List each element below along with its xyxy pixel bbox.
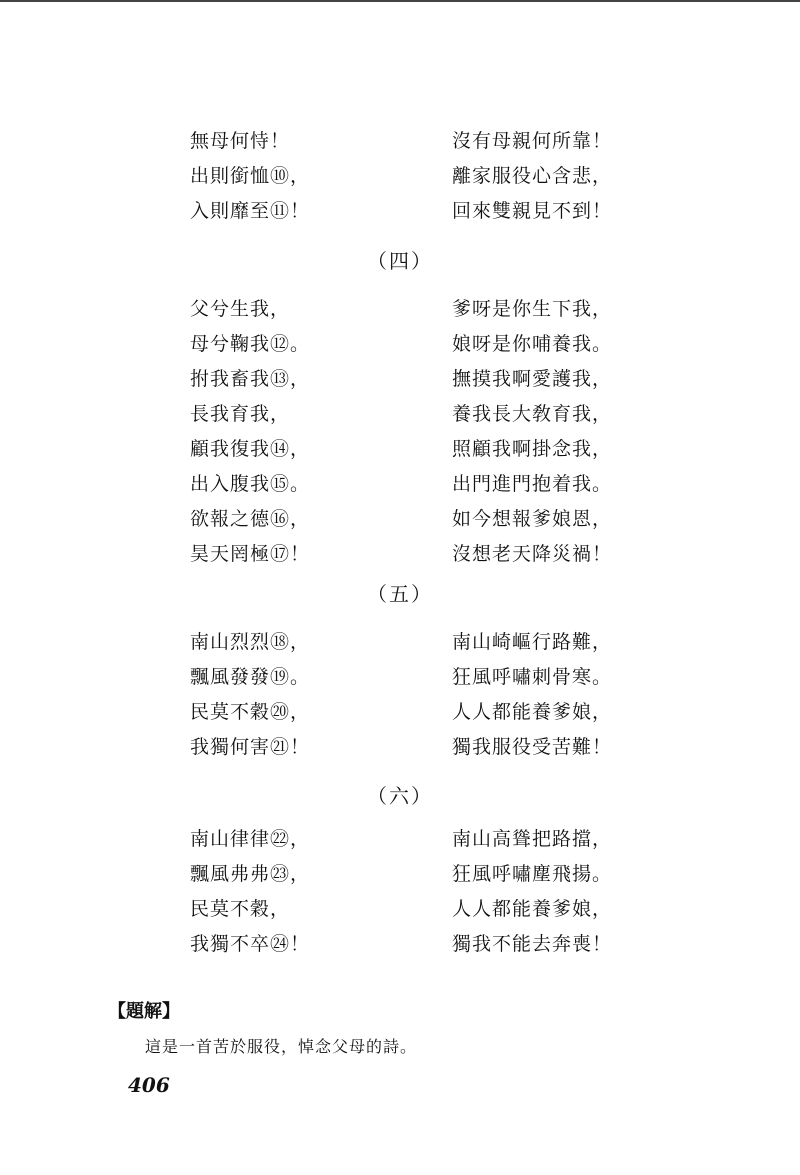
stanza-3-continued	[0, 128, 800, 233]
original-verse: 我獨不卒㉔！	[190, 933, 311, 955]
poem-line	[0, 401, 800, 436]
stanza-4	[0, 296, 800, 576]
poem-line	[0, 896, 800, 931]
original-verse: 拊我畜我⑬，	[190, 368, 311, 390]
translation-verse: 回來雙親見不到！	[452, 200, 613, 222]
translation-verse: 沒有母親何所靠！	[452, 130, 613, 152]
translation-verse: 獨我不能去奔喪！	[452, 933, 613, 955]
poem-line	[0, 734, 800, 769]
translation-verse: 出門進門抱着我。	[452, 473, 613, 495]
original-verse: 長我育我，	[190, 403, 291, 425]
original-verse: 飄風弗弗㉓，	[190, 863, 311, 885]
translation-verse: 獨我服役受苦難！	[452, 736, 613, 758]
poem-line	[0, 471, 800, 506]
translation-verse: 撫摸我啊愛護我，	[452, 368, 613, 390]
stanza-5	[0, 629, 800, 769]
translation-verse: 養我長大敎育我，	[452, 403, 613, 425]
poem-line	[0, 331, 800, 366]
original-verse: 顧我復我⑭，	[190, 438, 311, 460]
original-verse: 出入腹我⑮。	[190, 473, 311, 495]
poem-line	[0, 436, 800, 471]
poem-line	[0, 826, 800, 861]
note-text: 這是一首苦於服役，悼念父母的詩。	[145, 1037, 418, 1056]
stanza-heading: （六）	[367, 784, 433, 808]
poem-line	[0, 699, 800, 734]
translation-verse: 狂風呼嘯塵飛揚。	[452, 863, 613, 885]
translation-verse: 如今想報爹娘恩，	[452, 508, 613, 530]
poem-line	[0, 861, 800, 896]
translation-verse: 狂風呼嘯刺骨寒。	[452, 666, 613, 688]
poem-line	[0, 931, 800, 966]
poem-line	[0, 664, 800, 699]
translation-verse: 離家服役心含悲，	[452, 165, 613, 187]
poem-line	[0, 198, 800, 233]
poem-line	[0, 128, 800, 163]
original-verse: 欲報之德⑯，	[190, 508, 311, 530]
original-verse: 民莫不穀⑳，	[190, 701, 311, 723]
poem-line	[0, 296, 800, 331]
note-title: 【題解】	[108, 1001, 180, 1022]
original-verse: 無母何恃！	[190, 130, 291, 152]
original-verse: 飄風發發⑲。	[190, 666, 311, 688]
translation-verse: 南山崎嶇行路難，	[452, 631, 613, 653]
stanza-heading: （四）	[367, 249, 433, 273]
original-verse: 母兮鞠我⑫。	[190, 333, 311, 355]
stanza-heading: （五）	[367, 582, 433, 606]
original-verse: 我獨何害㉑！	[190, 736, 311, 758]
original-verse: 入則靡至⑪！	[190, 200, 311, 222]
original-verse: 民莫不穀，	[190, 898, 291, 920]
page-number: 406	[128, 1073, 170, 1097]
translation-verse: 人人都能養爹娘，	[452, 898, 613, 920]
translation-verse: 人人都能養爹娘，	[452, 701, 613, 723]
translation-verse: 沒想老天降災禍！	[452, 543, 613, 565]
translation-verse: 娘呀是你哺養我。	[452, 333, 613, 355]
original-verse: 南山律律㉒，	[190, 828, 311, 850]
poem-line	[0, 506, 800, 541]
poem-line	[0, 366, 800, 401]
original-verse: 出則銜恤⑩，	[190, 165, 311, 187]
poem-line	[0, 629, 800, 664]
poem-line	[0, 541, 800, 576]
original-verse: 南山烈烈⑱，	[190, 631, 311, 653]
original-verse: 昊天罔極⑰！	[190, 543, 311, 565]
original-verse: 父兮生我，	[190, 298, 291, 320]
poem-line	[0, 163, 800, 198]
translation-verse: 南山高聳把路擋，	[452, 828, 613, 850]
translation-verse: 爹呀是你生下我，	[452, 298, 613, 320]
translation-verse: 照顧我啊掛念我，	[452, 438, 613, 460]
stanza-6	[0, 826, 800, 966]
